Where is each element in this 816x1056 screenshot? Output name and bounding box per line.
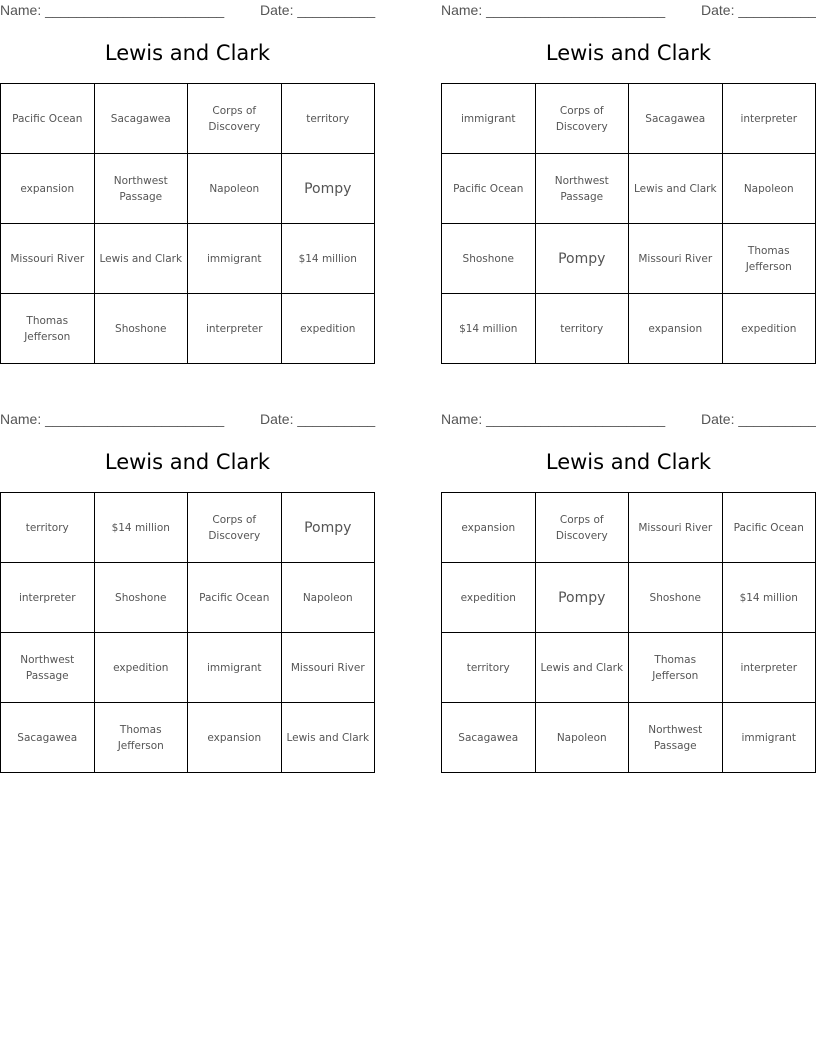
grid-cell: Corps of Discovery [188,493,282,563]
grid-row [442,294,816,364]
grid-cell: Missouri River [281,633,375,703]
grid-cell: Corps of Discovery [188,84,282,154]
grid-cell: $14 million [722,563,816,633]
date-field-label: Date: __________ [701,411,816,427]
bingo-grid [441,83,816,364]
grid-cell: Missouri River [1,224,95,294]
grid-cell: Corps of Discovery [535,84,629,154]
grid-row [442,154,816,224]
grid-cell: Northwest Passage [629,703,723,773]
grid-cell: expedition [281,294,375,364]
bingo-card [441,0,816,365]
name-date-line [441,411,816,429]
grid-cell: expedition [94,633,188,703]
grid-cell: Pacific Ocean [442,154,536,224]
name-date-line [0,411,375,429]
grid-row [442,633,816,703]
card-title: Lewis and Clark [104,450,271,474]
grid-row [1,493,375,563]
date-field-label: Date: __________ [260,411,376,427]
grid-cell: Pompy [535,563,629,633]
grid-cell: Pompy [281,154,375,224]
grid-cell: Shoshone [442,224,536,294]
grid-cell: Shoshone [94,563,188,633]
grid-row [1,563,375,633]
name-field-label: Name: _______________________ [0,411,225,427]
grid-cell: Northwest Passage [94,154,188,224]
grid-cell: Missouri River [629,224,723,294]
grid-cell: expedition [722,294,816,364]
grid-cell: expansion [442,493,536,563]
grid-cell: interpreter [1,563,95,633]
grid-row [1,224,375,294]
grid-cell: immigrant [722,703,816,773]
grid-cell: Corps of Discovery [535,493,629,563]
grid-cell: Northwest Passage [1,633,95,703]
bingo-card [0,409,375,774]
grid-row [1,633,375,703]
grid-cell: Shoshone [629,563,723,633]
grid-cell: $14 million [94,493,188,563]
grid-cell: Napoleon [281,563,375,633]
grid-cell: Lewis and Clark [281,703,375,773]
grid-cell: immigrant [188,224,282,294]
grid-cell: expansion [629,294,723,364]
bingo-card [0,0,375,365]
grid-cell: territory [281,84,375,154]
grid-row [442,224,816,294]
grid-cell: immigrant [188,633,282,703]
grid-cell: immigrant [442,84,536,154]
grid-row [1,294,375,364]
grid-row [442,84,816,154]
grid-cell: Shoshone [94,294,188,364]
grid-cell: $14 million [281,224,375,294]
name-date-line [441,2,816,20]
bingo-grid [0,83,375,364]
grid-cell: Sacagawea [629,84,723,154]
grid-cell: Thomas Jefferson [722,224,816,294]
grid-cell: Pacific Ocean [722,493,816,563]
grid-row [442,703,816,773]
grid-cell: Napoleon [188,154,282,224]
grid-row [1,703,375,773]
grid-cell: Lewis and Clark [629,154,723,224]
grid-cell: Pompy [535,224,629,294]
grid-cell: interpreter [722,633,816,703]
grid-cell: Northwest Passage [535,154,629,224]
grid-cell: Thomas Jefferson [629,633,723,703]
grid-row [442,563,816,633]
name-field-label: Name: _______________________ [441,411,666,427]
bingo-card [441,409,816,774]
grid-cell: expedition [442,563,536,633]
grid-cell: interpreter [722,84,816,154]
grid-cell: Missouri River [629,493,723,563]
grid-cell: $14 million [442,294,536,364]
card-title: Lewis and Clark [104,41,271,65]
grid-cell: interpreter [188,294,282,364]
date-field-label: Date: __________ [701,2,816,18]
name-field-label: Name: _______________________ [0,2,225,18]
grid-cell: Thomas Jefferson [94,703,188,773]
grid-row [442,493,816,563]
card-title: Lewis and Clark [545,450,712,474]
grid-cell: territory [442,633,536,703]
grid-cell: Pacific Ocean [188,563,282,633]
grid-cell: expansion [188,703,282,773]
grid-cell: Sacagawea [94,84,188,154]
grid-cell: Sacagawea [442,703,536,773]
grid-cell: Pompy [281,493,375,563]
grid-cell: territory [1,493,95,563]
grid-cell: Lewis and Clark [535,633,629,703]
grid-row [1,154,375,224]
grid-cell: Napoleon [722,154,816,224]
grid-cell: territory [535,294,629,364]
grid-cell: Napoleon [535,703,629,773]
grid-cell: Sacagawea [1,703,95,773]
grid-row [1,84,375,154]
grid-cell: Pacific Ocean [1,84,95,154]
grid-cell: expansion [1,154,95,224]
bingo-grid [441,492,816,773]
grid-cell: Lewis and Clark [94,224,188,294]
card-title: Lewis and Clark [545,41,712,65]
bingo-grid [0,492,375,773]
grid-cell: Thomas Jefferson [1,294,95,364]
date-field-label: Date: __________ [260,2,376,18]
name-date-line [0,2,375,20]
name-field-label: Name: _______________________ [441,2,666,18]
